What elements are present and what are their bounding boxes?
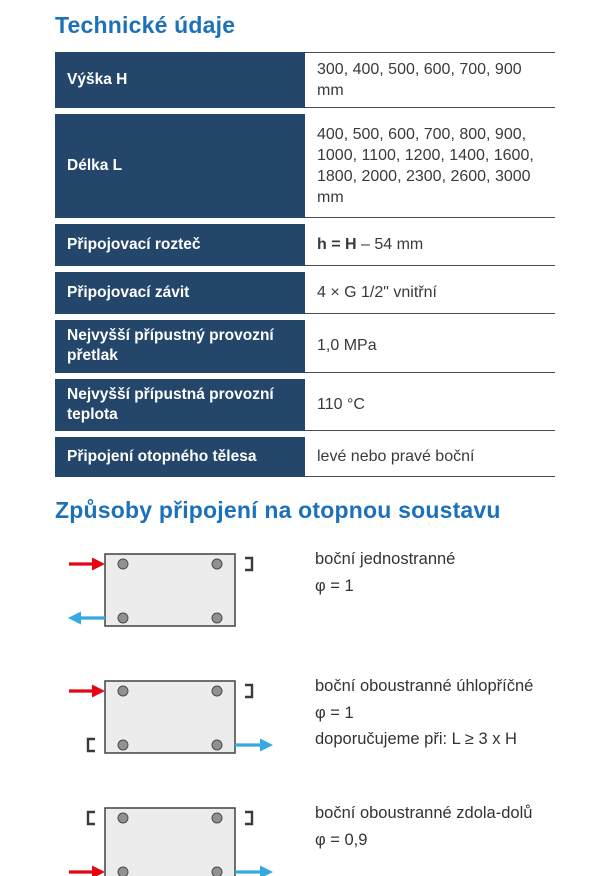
connection-dot [118,686,128,696]
radiator-diagram [55,540,315,645]
diagram-phi-value: φ = 0,9 [315,830,368,849]
connection-dot [118,559,128,569]
row-value-max-temperature: 110 °C [305,379,555,431]
outflow-arrow-icon [235,865,273,876]
inflow-arrow-icon [69,865,105,876]
diagram-caption [315,540,455,599]
connection-dot [212,867,222,876]
connection-dot [118,867,128,876]
plug-icon [245,685,252,697]
radiator-scheme-svg [55,667,305,767]
diagram-label: boční jednostranné [315,549,456,568]
connection-dot [212,813,222,823]
row-value-height: 300, 400, 500, 600, 700, 900 mm [305,52,555,108]
diagram-label: boční oboustranné úhlopříčné [315,676,534,695]
connection-diagram-one-sided [55,540,555,645]
row-label-pitch: Připojovací rozteč [55,224,305,266]
row-value-max-pressure: 1,0 MPa [305,320,555,372]
plug-icon [88,812,95,824]
row-value-length: 400, 500, 600, 700, 800, 900, 1000, 1100, 1200, 1400, 1600, 1800, 2000, 2300, 2600, 3000 mm [305,114,555,218]
connection-dot [212,613,222,623]
row-label-max-temperature: Nejvyšší přípustná provozní teplota [55,379,305,431]
connection-diagrams [55,540,555,876]
table-row [55,114,555,218]
diagram-caption [315,667,533,753]
pitch-formula-bold: h = H [317,236,357,254]
connection-diagram-diagonal [55,667,555,772]
radiator-scheme-svg [55,540,305,640]
diagram-label: boční oboustranné zdola-dolů [315,803,533,822]
connection-dot [212,686,222,696]
table-row [55,52,555,108]
technical-data-table [55,52,555,477]
diagram-phi-value: φ = 1 [315,576,354,595]
connection-diagram-bottom-bottom [55,794,555,876]
row-value-thread: 4 × G 1/2" vnitřní [305,272,555,314]
inflow-arrow-icon [69,557,105,570]
table-row [55,379,555,431]
section-title-connections: Způsoby připojení na otopnou soustavu [55,496,501,523]
connection-dot [118,813,128,823]
table-row [55,224,555,266]
outflow-arrow-icon [235,738,273,751]
plug-icon [245,812,252,824]
pitch-formula-rest: – 54 mm [356,236,424,254]
diagram-caption [315,794,532,853]
row-label-connection-side: Připojení otopného tělesa [55,437,305,477]
row-label-max-pressure: Nejvyšší přípustný provozní přetlak [55,320,305,372]
inflow-arrow-icon [69,684,105,697]
diagram-note: doporučujeme při: L ≥ 3 x H [315,730,517,749]
connection-dot [212,740,222,750]
table-row [55,320,555,372]
row-label-length: Délka L [55,114,305,218]
plug-icon [245,558,252,570]
radiator-diagram [55,794,315,876]
radiator-scheme-svg [55,794,305,876]
connection-dot [118,740,128,750]
table-row [55,272,555,314]
connection-dot [212,559,222,569]
table-row [55,437,555,477]
diagram-phi-value: φ = 1 [315,703,354,722]
page-title: Technické údaje [55,12,236,38]
plug-icon [88,739,95,751]
connection-dot [118,613,128,623]
radiator-diagram [55,667,315,772]
row-label-thread: Připojovací závit [55,272,305,314]
row-value-pitch [305,224,555,266]
row-label-height: Výška H [55,52,305,108]
outflow-arrow-icon [68,611,105,624]
row-value-connection-side: levé nebo pravé boční [305,437,555,477]
